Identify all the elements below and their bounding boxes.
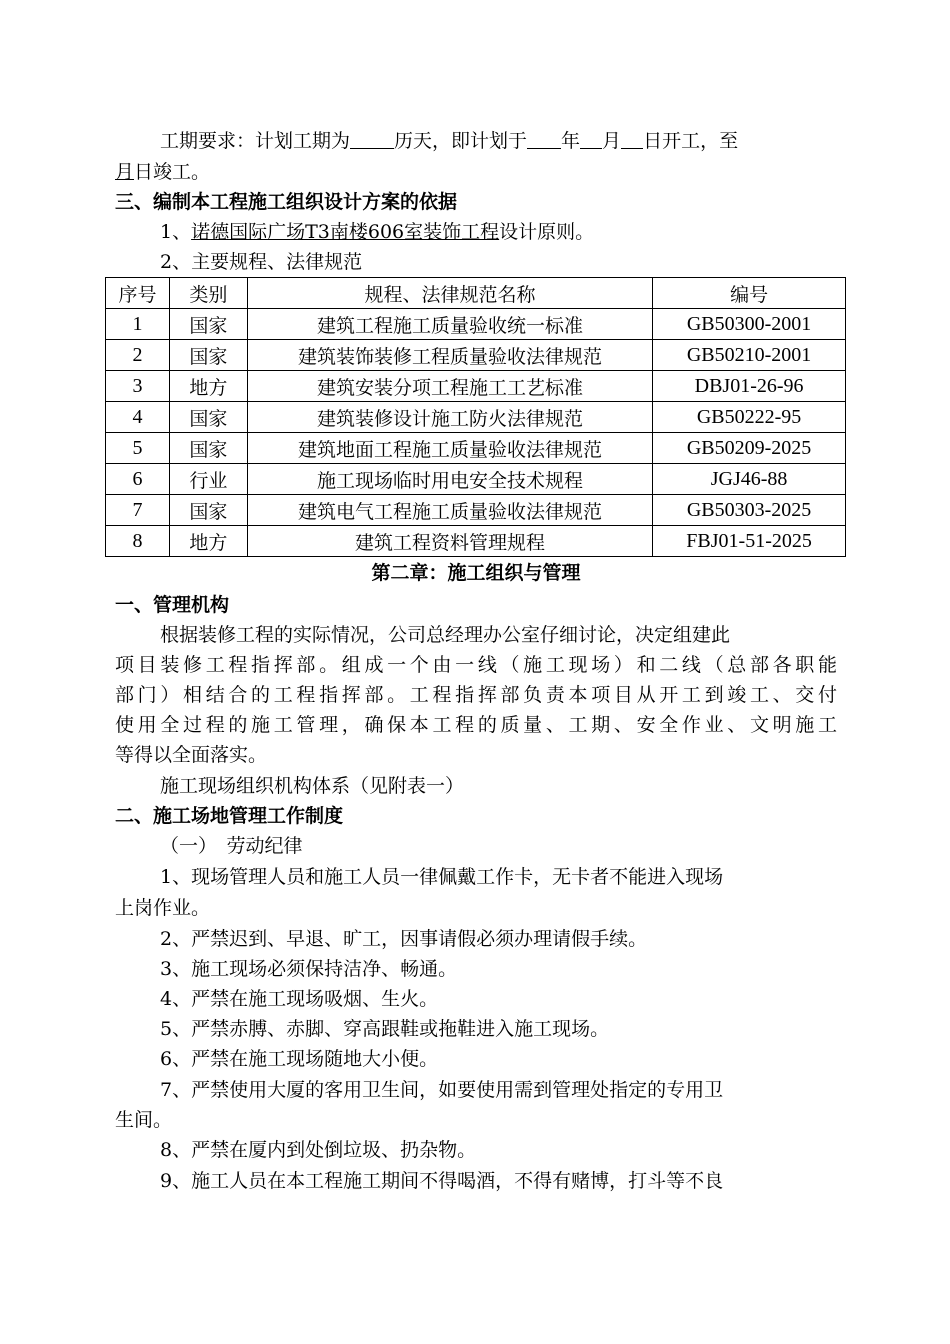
basis-item-1-number: 1、	[160, 221, 192, 243]
rule-line: 7、严禁使用大厦的客用卫生间，如要使用需到管理处指定的专用卫	[160, 1079, 724, 1101]
rule-line: 3、施工现场必须保持洁净、畅通。	[160, 958, 458, 980]
row-code: GB50222-95	[653, 402, 846, 433]
table-row	[106, 340, 846, 371]
row-index: 2	[106, 340, 170, 371]
row-index: 5	[106, 433, 170, 464]
table-row	[106, 464, 846, 495]
basis-item-1-suffix: 设计原则。	[499, 221, 595, 243]
row-category: 国家	[169, 433, 247, 464]
section3-heading: 三、编制本工程施工组织设计方案的依据	[115, 191, 458, 213]
table-row	[106, 495, 846, 526]
row-index: 7	[106, 495, 170, 526]
schedule-month-underlined: 月	[115, 161, 135, 183]
schedule-line-2	[115, 157, 837, 187]
paragraph-line: 部门）相结合的工程指挥部。工程指挥部负责本项目从开工到竣工、交付	[115, 684, 837, 706]
schedule-text-5: 日开工，至	[643, 130, 739, 152]
row-index: 6	[106, 464, 170, 495]
row-category: 国家	[169, 402, 247, 433]
row-category: 国家	[169, 495, 247, 526]
header-index: 序号	[106, 278, 170, 309]
row-code: GB50210-2001	[653, 340, 846, 371]
org-chart-note: 施工现场组织机构体系（见附表一）	[160, 775, 465, 797]
row-name: 建筑电气工程施工质量验收法律规范	[247, 495, 652, 526]
paragraph-line: 项目装修工程指挥部。组成一个由一线（施工现场）和二线（总部各职能	[115, 654, 837, 676]
table-row	[106, 433, 846, 464]
row-index: 4	[106, 402, 170, 433]
regulations-table	[105, 277, 846, 557]
table-row	[106, 371, 846, 402]
row-category: 行业	[169, 464, 247, 495]
row-name: 建筑安装分项工程施工工艺标准	[247, 371, 652, 402]
rule-line: 生间。	[115, 1109, 173, 1131]
row-name: 建筑地面工程施工质量验收法律规范	[247, 433, 652, 464]
basis-item-1	[160, 217, 837, 247]
row-code: DBJ01-26-96	[653, 371, 846, 402]
paragraph-line: 使用全过程的施工管理，确保本工程的质量、工期、安全作业、文明施工	[115, 714, 837, 736]
month-blank	[580, 130, 602, 149]
subsection-heading: （一） 劳动纪律	[160, 835, 303, 857]
rule-line: 5、严禁赤膊、赤脚、穿高跟鞋或拖鞋进入施工现场。	[160, 1018, 610, 1040]
paragraph-line: 等得以全面落实。	[115, 744, 268, 766]
schedule-text-6: 日竣工。	[134, 161, 211, 183]
rule-line: 6、严禁在施工现场随地大小便。	[160, 1048, 439, 1070]
chapter-title: 第二章：施工组织与管理	[371, 562, 581, 584]
row-index: 3	[106, 371, 170, 402]
row-code: GB50300-2001	[653, 309, 846, 340]
row-category: 国家	[169, 309, 247, 340]
schedule-text-1: 工期要求：计划工期为	[160, 130, 351, 152]
header-code: 编号	[653, 278, 846, 309]
row-name: 建筑装饰装修工程质量验收法律规范	[247, 340, 652, 371]
rule-line: 2、严禁迟到、早退、旷工，因事请假必须办理请假手续。	[160, 928, 648, 950]
rule-line: 4、严禁在施工现场吸烟、生火。	[160, 988, 439, 1010]
project-name: 诺德国际广场T3南楼606室装饰工程	[191, 221, 500, 243]
year-blank	[527, 130, 561, 149]
paragraph-line: 根据装修工程的实际情况，公司总经理办公室仔细讨论，决定组建此	[160, 624, 731, 646]
section2-heading: 二、施工场地管理工作制度	[115, 805, 344, 827]
row-code: GB50303-2025	[653, 495, 846, 526]
table-row	[106, 526, 846, 557]
row-index: 8	[106, 526, 170, 557]
schedule-text-4: 月	[602, 130, 622, 152]
row-category: 地方	[169, 371, 247, 402]
row-name: 建筑工程施工质量验收统一标准	[247, 309, 652, 340]
table-row	[106, 309, 846, 340]
row-name: 建筑工程资料管理规程	[247, 526, 652, 557]
row-category: 国家	[169, 340, 247, 371]
rule-line: 9、施工人员在本工程施工期间不得喝酒，不得有赌博，打斗等不良	[160, 1170, 724, 1192]
header-name: 规程、法律规范名称	[247, 278, 652, 309]
row-category: 地方	[169, 526, 247, 557]
row-name: 建筑装修设计施工防火法律规范	[247, 402, 652, 433]
row-name: 施工现场临时用电安全技术规程	[247, 464, 652, 495]
row-code: FBJ01-51-2025	[653, 526, 846, 557]
header-category: 类别	[169, 278, 247, 309]
table-row	[106, 402, 846, 433]
rule-line: 1、现场管理人员和施工人员一律佩戴工作卡，无卡者不能进入现场	[160, 866, 724, 888]
schedule-line-1	[160, 126, 837, 156]
basis-item-2: 2、主要规程、法律规范	[160, 251, 363, 273]
day-blank	[621, 130, 643, 149]
rule-line: 上岗作业。	[115, 897, 211, 919]
duration-blank	[350, 130, 394, 149]
schedule-text-2: 历天，即计划于	[394, 130, 528, 152]
row-index: 1	[106, 309, 170, 340]
row-code: JGJ46-88	[653, 464, 846, 495]
schedule-text-3: 年	[561, 130, 581, 152]
row-code: GB50209-2025	[653, 433, 846, 464]
table-header-row	[106, 278, 846, 309]
section1-heading: 一、管理机构	[115, 594, 230, 616]
rule-line: 8、严禁在厦内到处倒垃圾、扔杂物。	[160, 1139, 477, 1161]
